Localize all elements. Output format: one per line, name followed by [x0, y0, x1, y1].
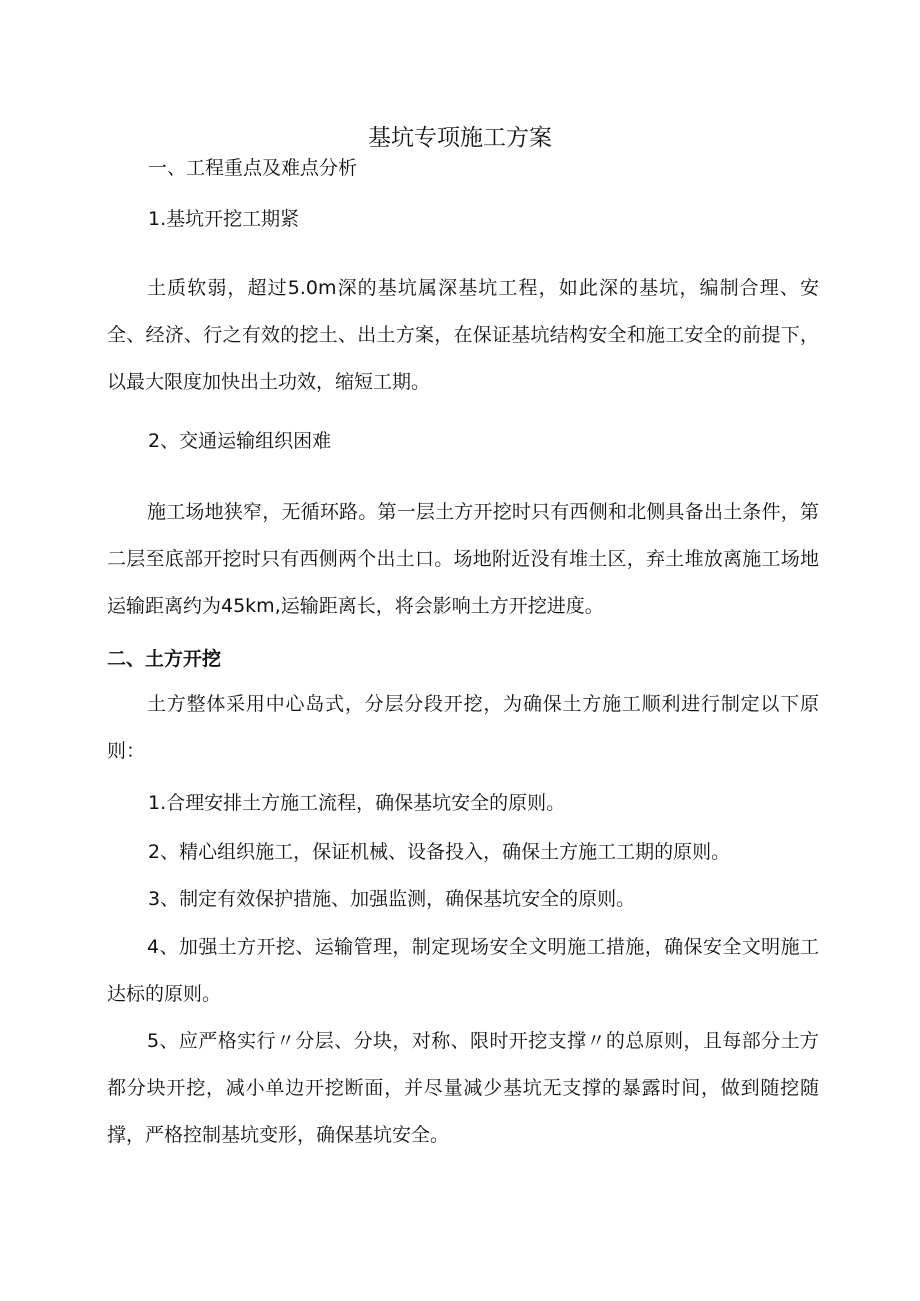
item-1-paragraph: 土质软弱，超过5.0m深的基坑属深基坑工程，如此深的基坑，编制合理、安全、经济、行之有效的挖土、出土方案，在保证基坑结构安全和施工安全的前提下，以最大限度加快出土功效，缩短工期。: [107, 277, 819, 393]
principle-1: 1.合理安排土方施工流程，确保基坑安全的原则。: [148, 792, 566, 814]
document-title: 基坑专项施工方案: [368, 125, 552, 151]
section-2-heading: 二、土方开挖: [107, 648, 222, 670]
item-2-paragraph: 施工场地狭窄，无循环路。第一层土方开挖时只有西侧和北侧具备出土条件，第二层至底部开挖时只有西侧两个出土口。场地附近没有堆土区，弃土堆放离施工场地运输距离约为45km,运输距离长，将会影响土方开挖进度。: [107, 501, 819, 617]
principle-4: 4、加强土方开挖、运输管理，制定现场安全文明施工措施，确保安全文明施工达标的原则。: [107, 936, 819, 1005]
item-1-heading: 1.基坑开挖工期紧: [148, 208, 300, 230]
section-1-heading: 一、工程重点及难点分析: [148, 157, 358, 179]
item-2-heading: 2、交通运输组织困难: [148, 430, 332, 452]
principle-3: 3、制定有效保护措施、加强监测，确保基坑安全的原则。: [148, 888, 636, 910]
principle-5: 5、应严格实行〃分层、分块，对称、限时开挖支撑〃的总原则，且每部分土方都分块开挖，减小单边开挖断面，并尽量减少基坑无支撑的暴露时间，做到随挖随撑，严格控制基坑变形，确保基坑安全。: [107, 1030, 819, 1146]
section-2-intro: 土方整体采用中心岛式，分层分段开挖，为确保土方施工顺利进行制定以下原则：: [107, 693, 819, 762]
principle-2: 2、精心组织施工，保证机械、设备投入，确保土方施工工期的原则。: [148, 841, 731, 863]
